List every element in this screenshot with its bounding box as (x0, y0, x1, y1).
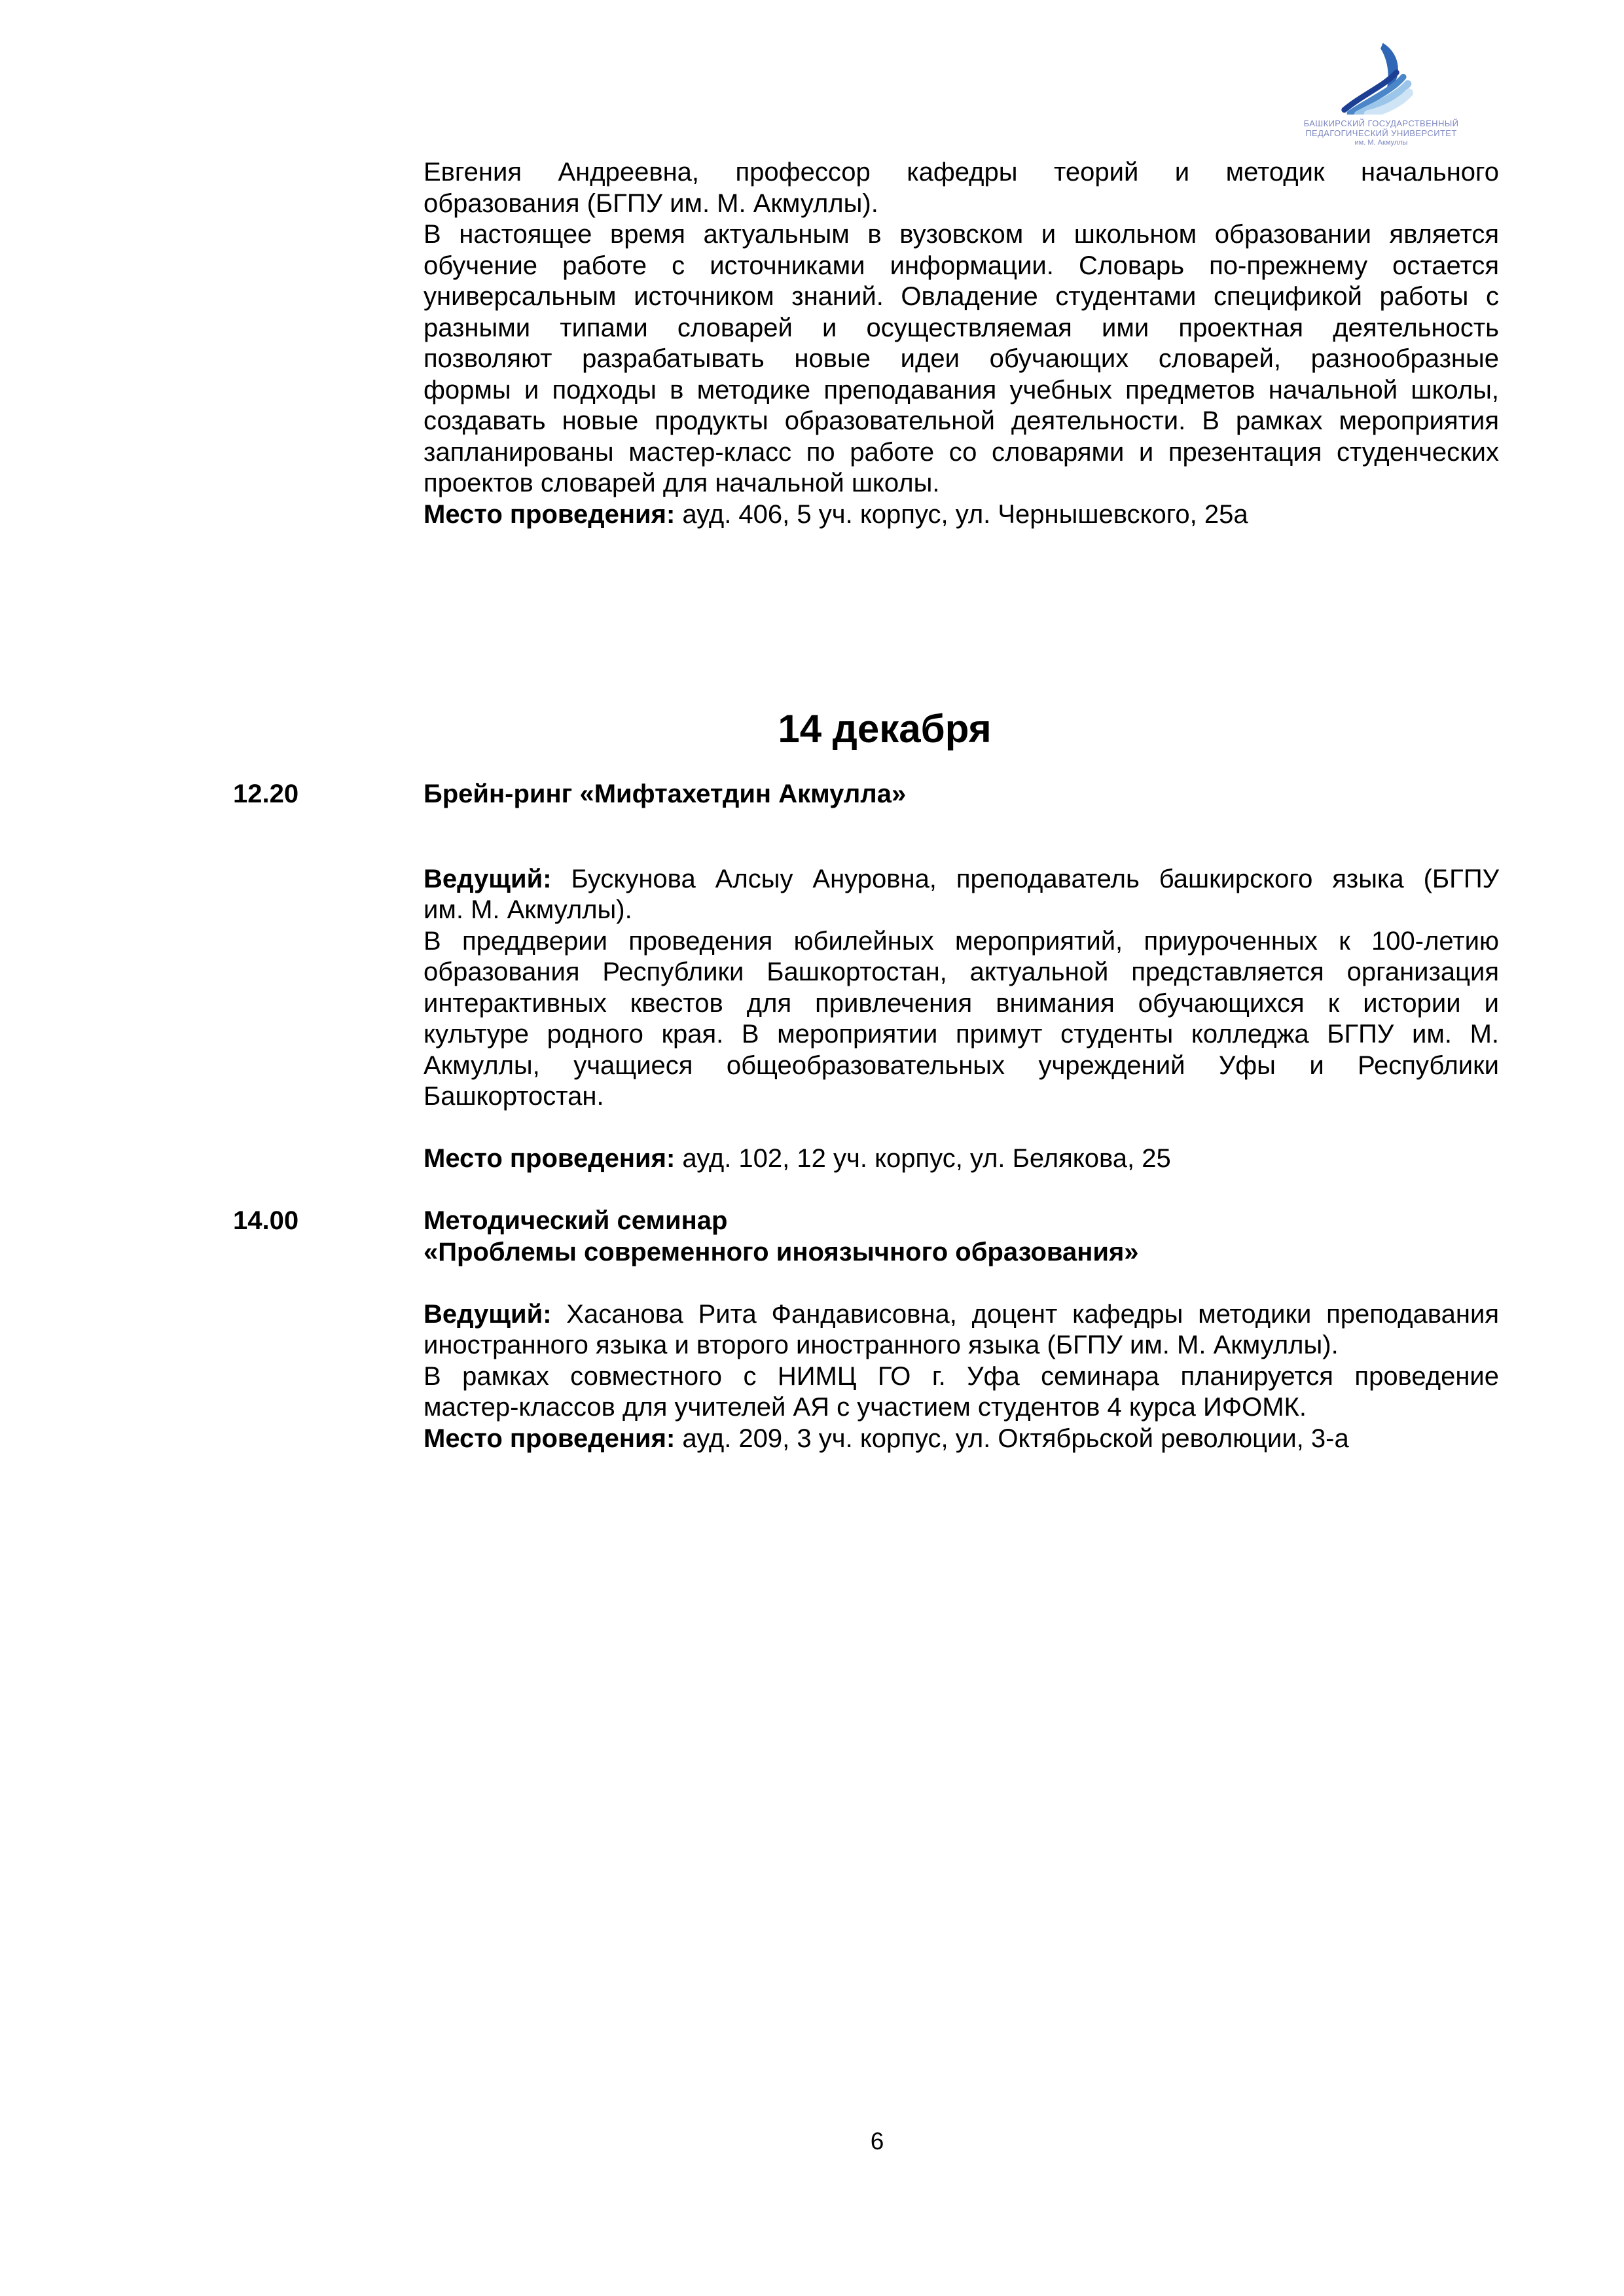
location-label: Место проведения: (424, 1424, 676, 1453)
text-line: образования (БГПУ им. М. Акмуллы). (424, 188, 878, 218)
location-label: Место проведения: (424, 1144, 676, 1173)
text-line (424, 864, 1499, 895)
location-line (424, 499, 1499, 531)
event-content (424, 779, 1499, 1175)
text-line: В рамках совместного с НИМЦ ГО г. Уфа семинара планируется проведение (424, 1361, 1499, 1391)
text-line: создавать новые продукты образовательной деятельности. В рамках мероприятия (424, 406, 1499, 435)
lead-text: Хасанова Рита Фандависовна, доцент кафедры методики преподавания (551, 1299, 1499, 1329)
event-time: 14.00 (233, 1206, 299, 1235)
lead-label: Ведущий: (424, 1299, 552, 1329)
paragraph (424, 926, 1499, 1113)
location-label: Место проведения: (424, 499, 676, 529)
paragraph (424, 157, 1499, 219)
day-heading: 14 декабря (778, 707, 992, 751)
text-line: мастер-классов для учителей АЯ с участием студентов 4 курса ИФОМК. (424, 1393, 1307, 1422)
text-line (424, 1299, 1499, 1331)
event-time: 12.20 (233, 780, 299, 808)
paragraph (424, 1361, 1499, 1424)
text-line: иностранного языка и второго иностранного языка (БГПУ им. М. Акмуллы). (424, 1331, 1339, 1359)
text-line: разными типами словарей и осуществляемая ими проектная деятельность (424, 313, 1499, 342)
location-line (424, 1143, 1499, 1175)
text-line: запланированы мастер-класс по работе со словарями и презентация студенческих (424, 437, 1499, 467)
page-number: 6 (870, 2128, 884, 2155)
event-title-line: Методический семинар (424, 1206, 728, 1235)
text-line: формы и подходы в методике преподавания учебных предметов начальной школы, (424, 375, 1499, 404)
text-line: образования Республики Башкортостан, актуальной представляется организация (424, 958, 1499, 986)
text-line: культуре родного края. В мероприятии примут студенты колледжа БГПУ им. М. (424, 1020, 1499, 1049)
text-line: Башкортостан. (424, 1082, 604, 1111)
location-line (424, 1424, 1499, 1455)
location-value: ауд. 406, 5 уч. корпус, ул. Чернышевского, 25а (675, 499, 1248, 529)
logo-text-line: им. М. Акмуллы (1354, 139, 1408, 147)
event-content (424, 1206, 1499, 1454)
text-line: интерактивных квестов для привлечения внимания обучающихся к истории и (424, 988, 1499, 1018)
text-line: В настоящее время актуальным в вузовском и школьном образовании является (424, 220, 1499, 249)
text-line: Евгения Андреевна, профессор кафедры теорий и методик начального (424, 158, 1499, 187)
text-line: универсальным источником знаний. Овладение студентами спецификой работы с (424, 282, 1499, 311)
paragraph (424, 1299, 1499, 1361)
logo-text-line: БАШКИРСКИЙ ГОСУДАРСТВЕННЫЙ (1303, 118, 1459, 128)
text-line: Акмуллы, учащиеся общеобразовательных учреждений Уфы и Республики (424, 1050, 1499, 1080)
event-title-line: «Проблемы современного иноязычного образования» (424, 1237, 1139, 1266)
lead-text: Бускунова Алсыу Ануровна, преподаватель башкирского языка (БГПУ (551, 864, 1499, 893)
document-body (185, 0, 1499, 1454)
intro-section (424, 157, 1499, 530)
text-line: обучение работе с источниками информации. Словарь по-прежнему остается (424, 251, 1499, 280)
location-value: ауд. 102, 12 уч. корпус, ул. Белякова, 25 (675, 1144, 1171, 1173)
event-section (185, 1206, 1499, 1454)
paragraph (424, 219, 1499, 499)
text-line: им. М. Акмуллы). (424, 895, 632, 924)
text-line: позволяют разрабатывать новые идеи обучающих словарей, разнообразные (424, 344, 1499, 373)
logo-text-line: ПЕДАГОГИЧЕСКИЙ УНИВЕРСИТЕТ (1305, 128, 1457, 138)
text-line: проектов словарей для начальной школы. (424, 469, 940, 497)
event-title-line: Брейн-ринг «Мифтахетдин Акмулла» (424, 780, 907, 808)
lead-label: Ведущий: (424, 864, 552, 893)
text-line: В преддверии проведения юбилейных мероприятий, приуроченных к 100-летию (424, 926, 1499, 956)
paragraph (424, 864, 1499, 926)
location-value: ауд. 209, 3 уч. корпус, ул. Октябрьской революции, 3-а (675, 1424, 1349, 1453)
event-section (185, 779, 1499, 1175)
